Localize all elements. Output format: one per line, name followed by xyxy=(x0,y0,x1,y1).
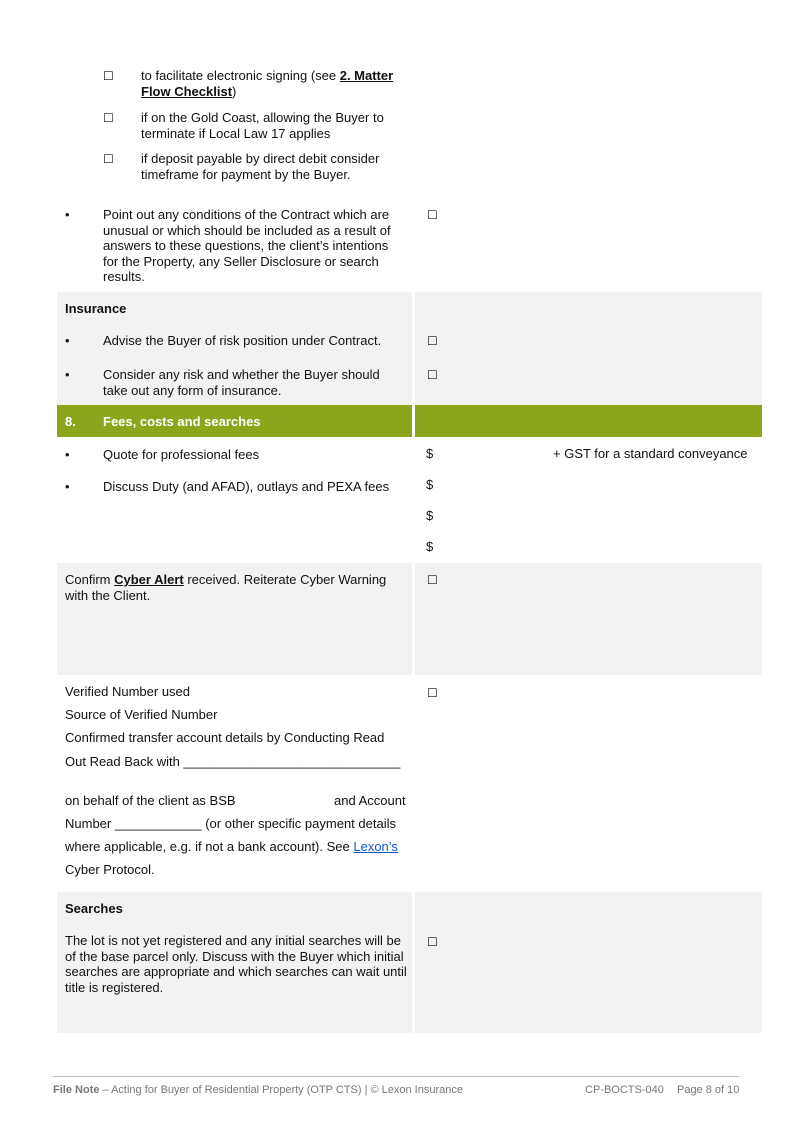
footer-title-rest: – Acting for Buyer of Residential Property (OTP CTS) | © Lexon Insurance xyxy=(99,1084,463,1096)
checkbox[interactable]: ☐ xyxy=(427,573,438,587)
insurance-item-risk-position: Advise the Buyer of risk position under Contract. xyxy=(103,333,382,348)
footer-page-number: Page 8 of 10 xyxy=(677,1084,740,1096)
sub-item-text: to facilitate electronic signing (see xyxy=(141,68,340,83)
checkbox[interactable]: ☐ xyxy=(103,69,114,83)
insurance-item-consider-risk: Consider any risk and whether the Buyer should take out any form of insurance. xyxy=(103,367,380,398)
cyber-alert-link[interactable]: Cyber Alert xyxy=(114,572,184,587)
bsb-line: on behalf of the client as BSB xyxy=(65,793,236,808)
cyber-protocol-line: Cyber Protocol. xyxy=(65,862,155,877)
bullet: • xyxy=(65,207,70,222)
account-number-line: Number ____________ (or other specific payment details xyxy=(65,816,396,831)
searches-heading: Searches xyxy=(65,901,123,916)
dollar-field[interactable]: $ xyxy=(426,446,434,461)
sub-item-electronic-signing xyxy=(141,68,411,99)
checkbox[interactable]: ☐ xyxy=(427,334,438,348)
checkbox[interactable]: ☐ xyxy=(103,111,114,125)
checkbox[interactable]: ☐ xyxy=(427,935,438,949)
section-number: 8. xyxy=(65,414,76,429)
checkbox[interactable]: ☐ xyxy=(427,208,438,222)
column-divider xyxy=(412,405,415,437)
dollar-field[interactable]: $ xyxy=(426,477,434,492)
verified-number-line: Verified Number used xyxy=(65,684,191,699)
dollar-field[interactable]: $ xyxy=(426,508,434,523)
searches-text: The lot is not yet registered and any initial searches will be of the base parcel only. Discuss with the Buyer which initial searches are appropriate and which searches can wait until title is registered. xyxy=(65,933,407,995)
fees-item-duty: Discuss Duty (and AFAD), outlays and PEXA fees xyxy=(103,479,390,494)
column-divider xyxy=(412,292,415,405)
verified-source-line: Source of Verified Number xyxy=(65,707,218,722)
checkbox[interactable]: ☐ xyxy=(427,686,438,700)
dollar-field[interactable]: $ xyxy=(426,539,434,554)
cyber-alert-text xyxy=(65,572,405,603)
footer-title-bold: File Note xyxy=(53,1084,100,1096)
bullet: • xyxy=(65,367,70,382)
read-back-line: Out Read Back with ______________________________ xyxy=(65,754,401,769)
footer-divider xyxy=(53,1076,739,1077)
checkbox[interactable]: ☐ xyxy=(427,368,438,382)
payment-details-line xyxy=(65,839,398,854)
gst-note: + GST for a standard conveyance xyxy=(553,446,748,461)
payment-details-text: where applicable, e.g. if not a bank account). See xyxy=(65,839,354,854)
bullet: • xyxy=(65,447,70,462)
confirmed-transfer-line: Confirmed transfer account details by Conducting Read xyxy=(65,730,385,745)
point-out-text: Point out any conditions of the Contract which are unusual or which should be included as a result of answers to these questions, the client’s intentions for the Property, any Seller Disclosure or search results. xyxy=(103,207,391,284)
cyber-text-pre: Confirm xyxy=(65,572,115,587)
footer-code: CP-BOCTS-040 xyxy=(585,1084,664,1096)
account-label: and Account xyxy=(334,793,406,808)
cyber-text-post: received. Reiterate Cyber Warning with the Client. xyxy=(65,572,387,603)
insurance-heading: Insurance xyxy=(65,301,127,316)
section-title: Fees, costs and searches xyxy=(103,414,261,429)
fees-item-quote: Quote for professional fees xyxy=(103,447,260,462)
column-divider xyxy=(412,563,415,675)
sub-item-gold-coast: if on the Gold Coast, allowing the Buyer to terminate if Local Law 17 applies xyxy=(141,110,384,141)
bullet: • xyxy=(65,479,70,494)
footer-title xyxy=(53,1084,463,1096)
lexon-link[interactable]: Lexon’s xyxy=(353,839,398,854)
matter-flow-checklist-link[interactable]: 2. Matter Flow Checklist xyxy=(141,68,394,99)
sub-item-text-end: ) xyxy=(232,83,237,99)
checkbox[interactable]: ☐ xyxy=(103,152,114,166)
sub-item-direct-debit: if deposit payable by direct debit consider timeframe for payment by the Buyer. xyxy=(141,151,380,182)
bullet: • xyxy=(65,333,70,348)
